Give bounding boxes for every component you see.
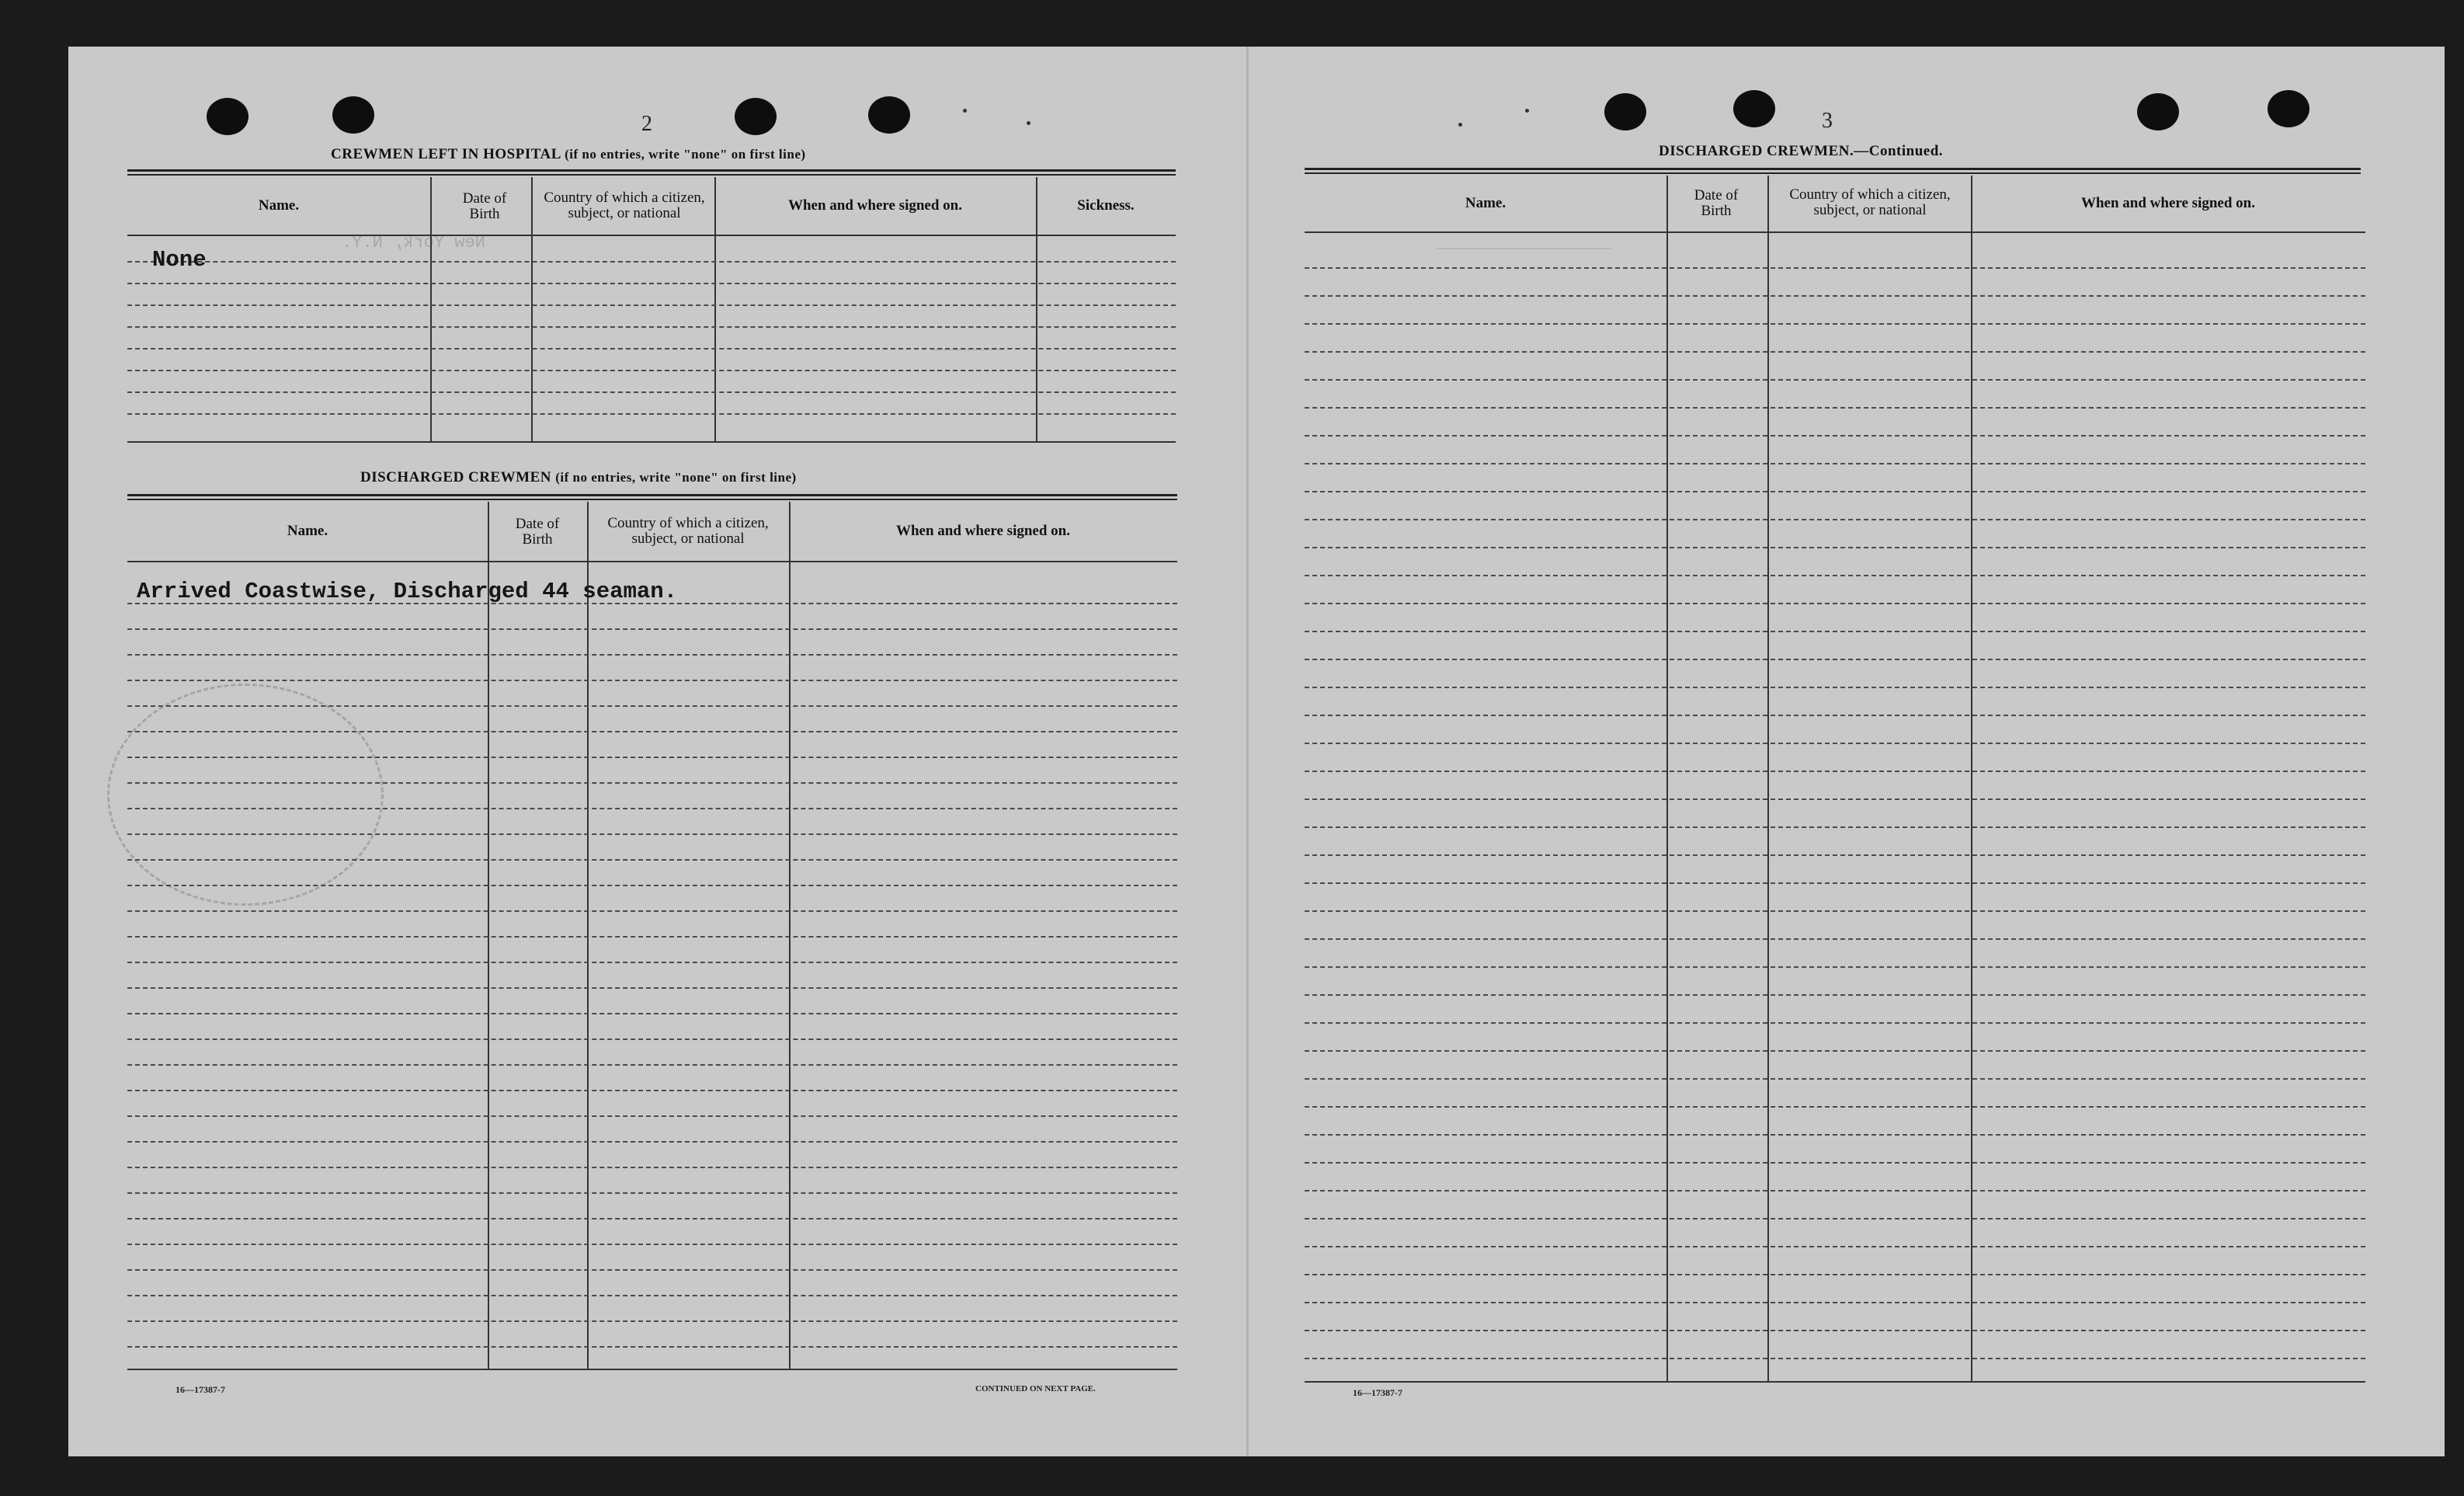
column-header-signed-on: When and where signed on. [2080, 195, 2255, 211]
column-header-country: Country of which a citizen, subject, or national [1789, 186, 1951, 218]
discharged-continued-title: DISCHARGED CREWMEN.—Continued. [1659, 143, 1944, 159]
page-number: 3 [1822, 109, 1833, 133]
punch-hole [2268, 90, 2309, 127]
punch-hole [735, 98, 777, 135]
column-header-name: Name. [287, 523, 328, 539]
column-header-name: Name. [1465, 195, 1507, 211]
punch-hole [2137, 93, 2179, 130]
discharged-entry: Arrived Coastwise, Discharged 44 seaman. [137, 579, 678, 604]
hospital-section-title: CREWMEN LEFT IN HOSPITAL (if no entries, write "none" on first line) [331, 146, 806, 162]
ink-speck [1027, 121, 1030, 125]
page-fold [1246, 47, 1249, 1456]
double-rule [127, 169, 1176, 176]
ink-speck [963, 109, 967, 113]
punch-hole [1733, 90, 1775, 127]
double-rule [1305, 168, 2361, 174]
column-header-name: Name. [258, 197, 300, 214]
hospital-table [127, 177, 1176, 443]
double-rule [127, 494, 1177, 500]
punch-hole [1604, 93, 1646, 130]
bleed-through-mark: _________________ [1437, 233, 1611, 252]
bleed-through-mark: _______ [932, 334, 1004, 353]
column-header-date-of-birth: Date of Birth [1694, 187, 1739, 219]
ink-speck [1525, 109, 1529, 113]
page-number: 2 [641, 112, 652, 136]
column-header-signed-on: When and where signed on. [895, 523, 1070, 539]
column-header-date-of-birth: Date of Birth [462, 190, 507, 222]
form-number: 16—17387-7 [1353, 1387, 1402, 1398]
hospital-entry: None [152, 247, 207, 273]
ink-speck [1458, 123, 1462, 127]
form-number: 16—17387-7 [176, 1384, 225, 1395]
punch-hole [868, 96, 910, 134]
column-header-signed-on: When and where signed on. [787, 197, 962, 214]
column-header-date-of-birth: Date of Birth [515, 516, 560, 548]
column-header-sickness: Sickness. [1077, 197, 1135, 214]
bleed-through-mark: New York, N.Y. [342, 233, 485, 252]
discharged-table [127, 502, 1177, 1370]
punch-hole [207, 98, 248, 135]
column-header-country: Country of which a citizen, subject, or national [544, 190, 705, 221]
continued-note: CONTINUED ON NEXT PAGE. [975, 1384, 1096, 1393]
punch-hole [332, 96, 374, 134]
discharged-continued-table [1305, 176, 2365, 1383]
column-header-country: Country of which a citizen, subject, or national [607, 515, 769, 547]
discharged-section-title: DISCHARGED CREWMEN (if no entries, write "none" on first line) [360, 469, 797, 485]
